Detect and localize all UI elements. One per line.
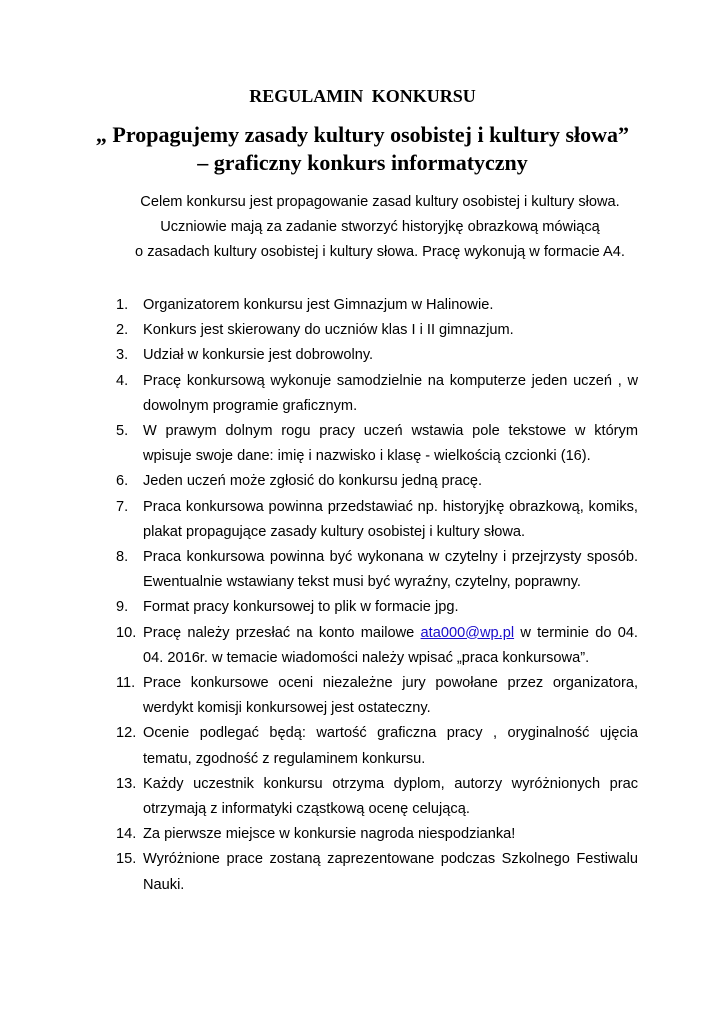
- rule-number: 10.: [116, 624, 137, 641]
- rule-text: Praca konkursowa powinna być wykonana w czytelny i przejrzysty sposób. Ewentualnie wstawiany tekst musi być wyraźny, czytelny, poprawny.: [143, 549, 638, 591]
- rule-number: 8.: [116, 549, 129, 566]
- rule-number: 9.: [116, 599, 129, 616]
- rule-text: Wyróżnione prace zostaną zaprezentowane podczas Szkolnego Festiwalu Nauki.: [143, 851, 638, 893]
- rule-text: Prace konkursowe oceni niezależne jury powołane przez organizatora, werdykt komisji konkursowej jest ostateczny.: [143, 675, 638, 717]
- rule-item: [116, 343, 638, 368]
- rule-number: 4.: [116, 372, 129, 389]
- rule-text: W prawym dolnym rogu pracy uczeń wstawia pole tekstowe w którym wpisuje swoje dane: imię i nazwisko i klasę - wielkością czcionki (16).: [143, 423, 638, 465]
- rule-number: 6.: [116, 473, 129, 490]
- intro-line-3: o zasadach kultury osobistej i kultury słowa. Pracę wykonują w formacie A4.: [135, 244, 625, 260]
- rule-item: [116, 469, 638, 494]
- rule-item: [116, 671, 638, 721]
- rule-item: [116, 369, 638, 419]
- rule-text: Jeden uczeń może zgłosić do konkursu jedną pracę.: [143, 473, 483, 490]
- rule-text: Praca konkursowa powinna przedstawiać np. historyjkę obrazkową, komiks, plakat propagujące zasady kultury osobistej i kultury słowa.: [143, 498, 638, 540]
- rule-number: 7.: [116, 498, 129, 515]
- rule-item: [116, 847, 638, 897]
- rule-item: [116, 495, 638, 545]
- rule-item: [116, 419, 638, 469]
- rule-item: [116, 293, 638, 318]
- rule-number: 13.: [116, 775, 137, 792]
- rule-text-after-email: w terminie do 04. 04. 2016r. w temacie wiadomości należy wpisać „praca konkursowa”.: [143, 624, 638, 666]
- rule-number: 2.: [116, 322, 129, 339]
- rule-text: Za pierwsze miejsce w konkursie nagroda niespodzianka!: [143, 826, 516, 843]
- rule-number: 5.: [116, 423, 129, 440]
- rule-text: Ocenie podlegać będą: wartość graficzna pracy , oryginalność ujęcia tematu, zgodność z regulaminem konkursu.: [143, 725, 638, 767]
- rule-number: 14.: [116, 826, 137, 843]
- email-link[interactable]: ata000@wp.pl: [420, 624, 515, 641]
- intro-line-2: Uczniowie mają za zadanie stworzyć historyjkę obrazkową mówiącą: [160, 219, 600, 235]
- rule-item: [116, 545, 638, 595]
- intro-line-1: Celem konkursu jest propagowanie zasad kultury osobistej i kultury słowa.: [140, 194, 620, 210]
- rule-text-before-email: Pracę należy przesłać na konto mailowe: [143, 624, 421, 641]
- rule-text: Organizatorem konkursu jest Gimnazjum w Halinowie.: [143, 297, 494, 313]
- rule-text: Udział w konkursie jest dobrowolny.: [143, 347, 374, 364]
- rule-number: 12.: [116, 725, 137, 742]
- rules-list: [116, 293, 638, 898]
- rule-item: [116, 822, 638, 847]
- rule-number: 3.: [116, 347, 129, 364]
- rule-text: Pracę konkursową wykonuje samodzielnie na komputerze jeden uczeń , w dowolnym programie graficznym.: [143, 372, 638, 414]
- rule-text: Każdy uczestnik konkursu otrzyma dyplom, autorzy wyróżnionych prac otrzymają z informatyki cząstkową ocenę celującą.: [143, 775, 638, 818]
- document-title: REGULAMIN KONKURSU: [249, 86, 476, 106]
- contest-name-line-1: „ Propagujemy zasady kultury osobistej i kultury słowa”: [95, 122, 630, 147]
- rule-text: Format pracy konkursowej to plik w formacie jpg.: [143, 599, 459, 616]
- contest-name-line-2: – graficzny konkurs informatyczny: [197, 150, 528, 175]
- rule-item: [116, 318, 638, 343]
- rule-item: [116, 595, 638, 620]
- rule-item: [116, 621, 638, 671]
- rule-item: [116, 772, 638, 822]
- rule-text: Konkurs jest skierowany do uczniów klas I i II gimnazjum.: [143, 322, 514, 339]
- rule-number: 11.: [116, 675, 136, 692]
- rule-text: [143, 621, 638, 671]
- rule-number: 15.: [116, 851, 137, 868]
- rule-number: 1.: [116, 297, 129, 313]
- rule-item: [116, 721, 638, 771]
